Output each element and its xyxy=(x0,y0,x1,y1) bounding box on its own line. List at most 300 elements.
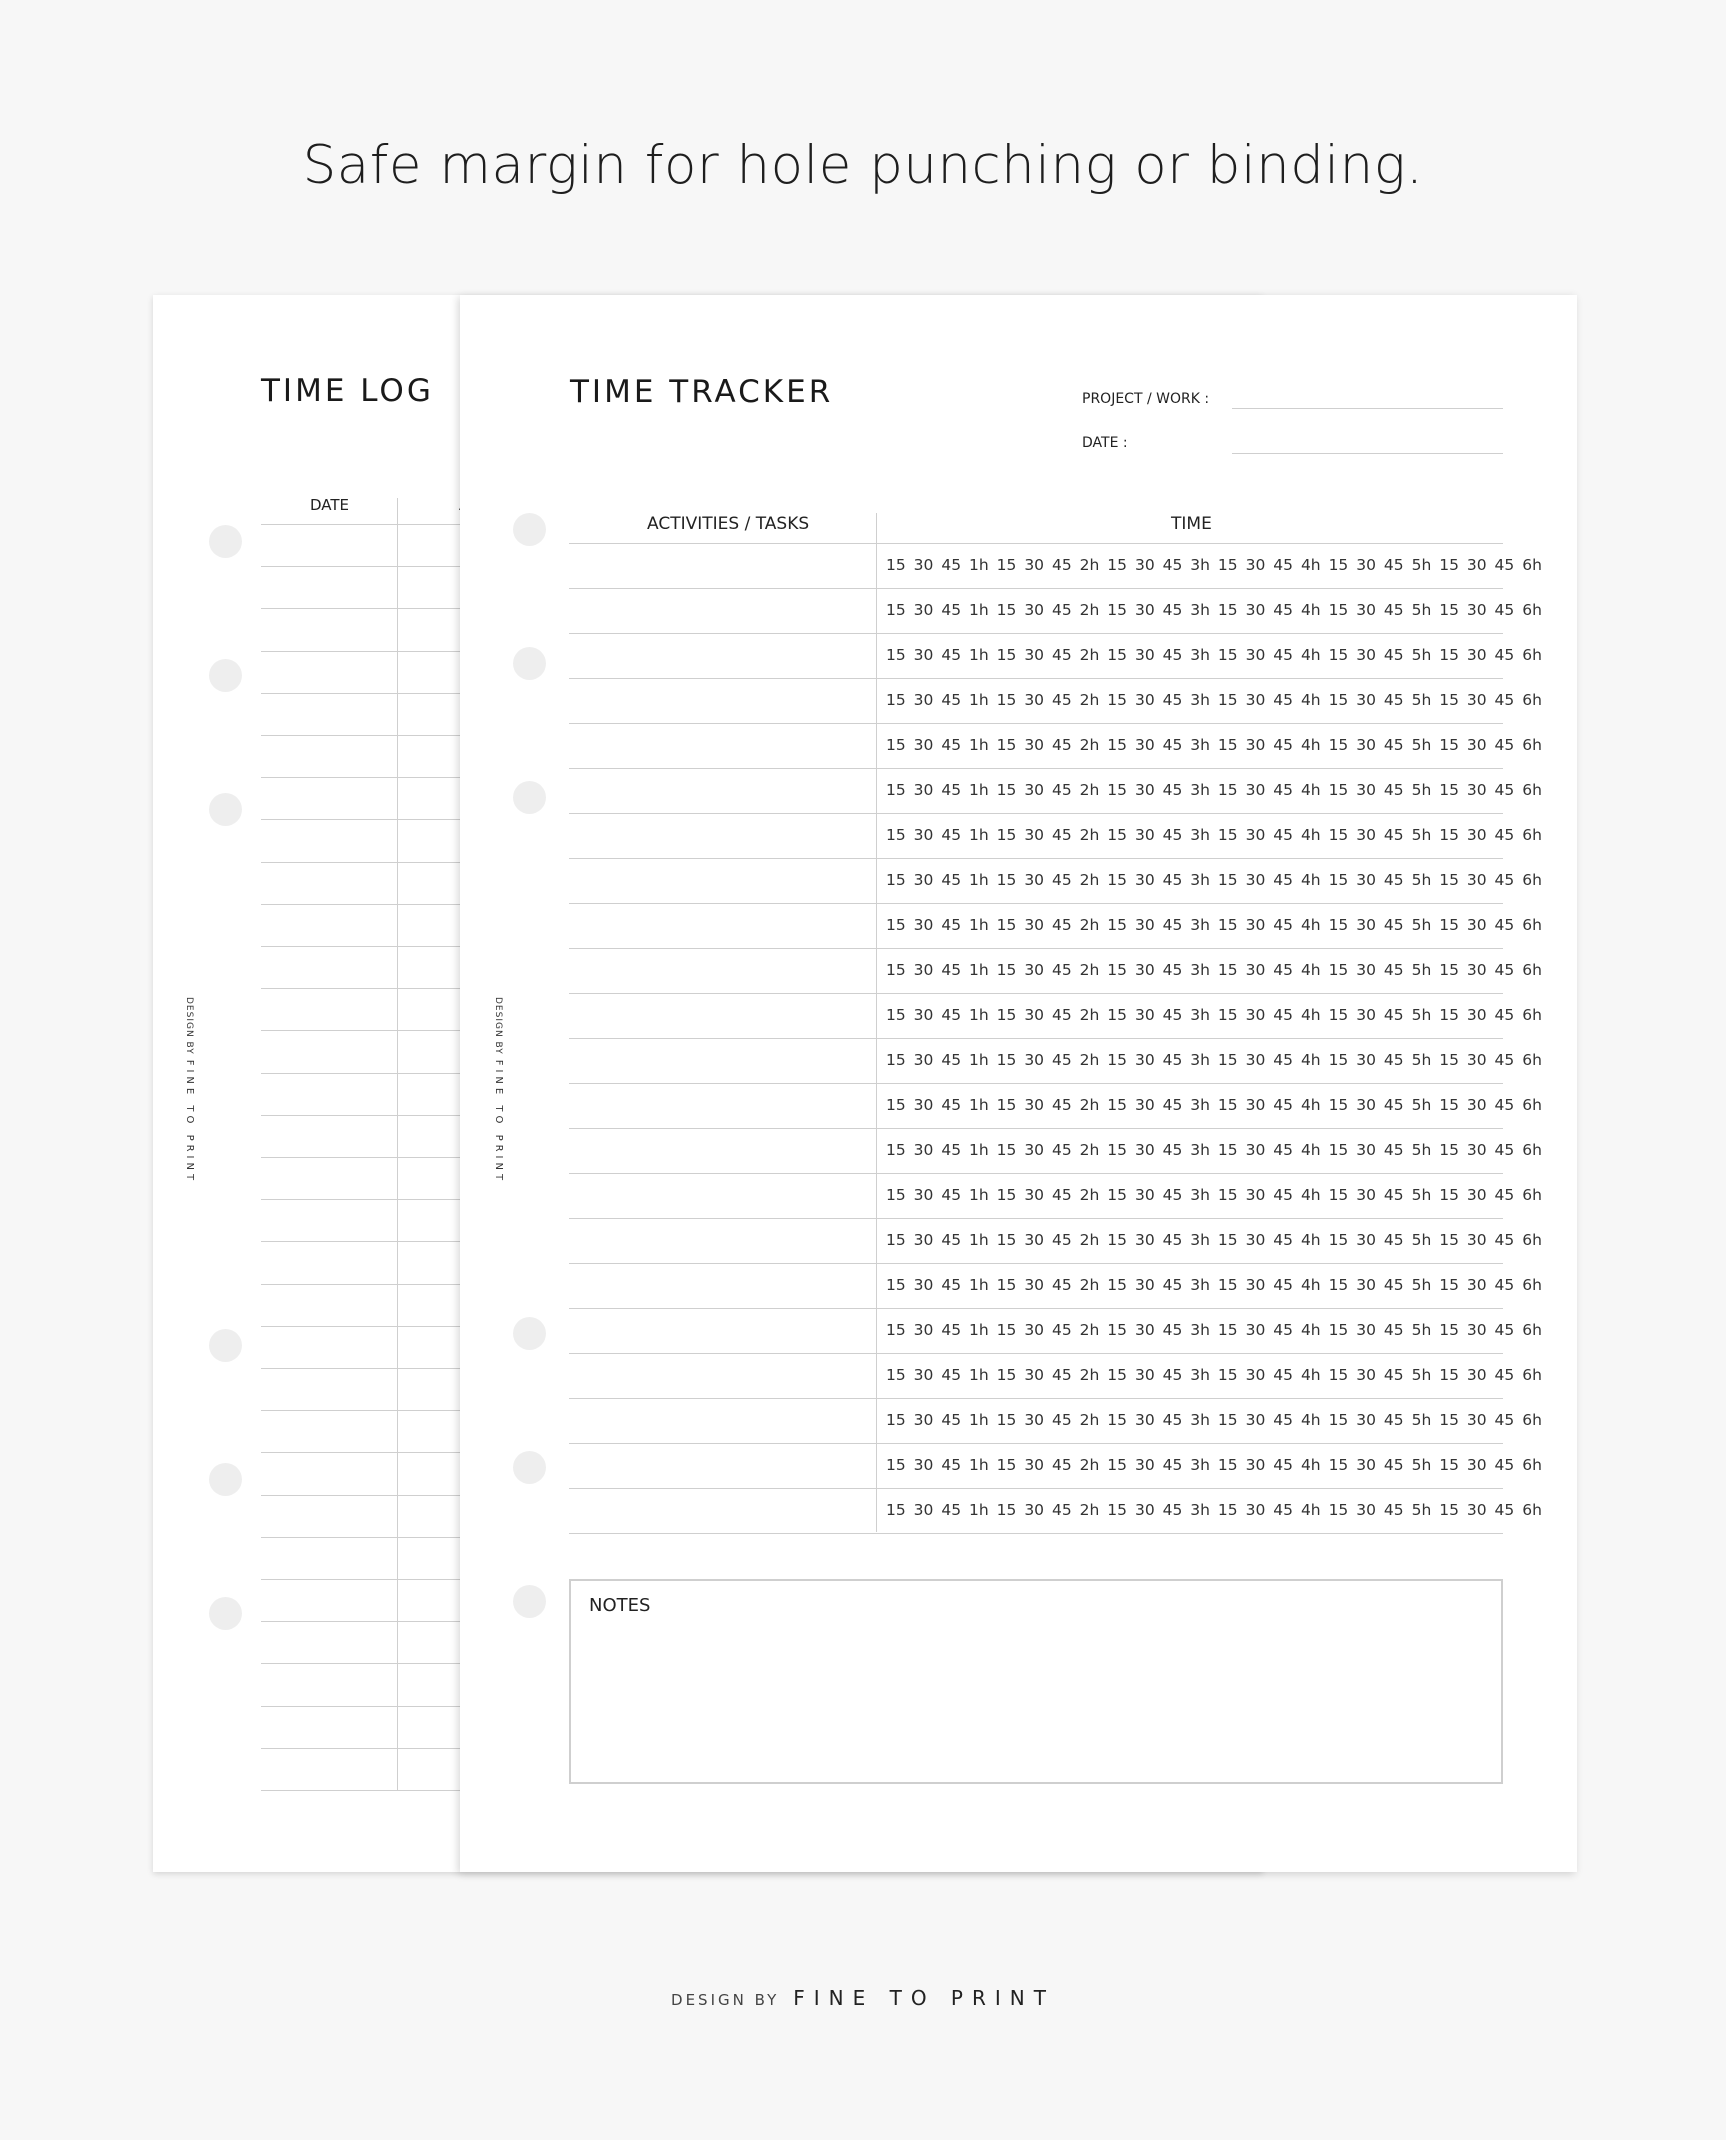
date-field[interactable] xyxy=(1232,453,1503,454)
time-mark[interactable]: 15 xyxy=(1107,601,1128,619)
time-mark[interactable]: 15 xyxy=(996,1006,1017,1024)
time-row[interactable] xyxy=(886,813,1542,857)
time-mark[interactable]: 45 xyxy=(1051,826,1072,844)
time-mark[interactable]: 6h xyxy=(1522,1411,1542,1429)
time-row[interactable] xyxy=(886,1218,1542,1262)
time-mark[interactable]: 5h xyxy=(1411,916,1432,934)
time-mark[interactable]: 15 xyxy=(1107,1411,1128,1429)
time-mark[interactable]: 45 xyxy=(1162,916,1183,934)
time-mark[interactable]: 2h xyxy=(1079,1006,1100,1024)
time-mark[interactable]: 45 xyxy=(1273,1411,1293,1429)
time-mark[interactable]: 15 xyxy=(1439,691,1459,709)
time-mark[interactable]: 5h xyxy=(1411,1231,1432,1249)
time-mark[interactable]: 45 xyxy=(1494,736,1515,754)
time-mark[interactable]: 30 xyxy=(1134,781,1155,799)
time-mark[interactable]: 15 xyxy=(1107,1096,1128,1114)
time-mark[interactable]: 2h xyxy=(1079,1141,1100,1159)
time-mark[interactable]: 30 xyxy=(1024,1501,1045,1519)
time-row[interactable] xyxy=(886,1308,1542,1352)
time-mark[interactable]: 30 xyxy=(1245,781,1266,799)
time-mark[interactable]: 1h xyxy=(969,781,989,799)
time-mark[interactable]: 15 xyxy=(1439,916,1459,934)
time-mark[interactable]: 45 xyxy=(1051,1186,1072,1204)
time-mark[interactable]: 45 xyxy=(1273,961,1293,979)
time-mark[interactable]: 45 xyxy=(1051,1321,1072,1339)
time-mark[interactable]: 30 xyxy=(1134,1096,1155,1114)
time-mark[interactable]: 1h xyxy=(969,826,989,844)
time-mark[interactable]: 3h xyxy=(1190,736,1210,754)
time-mark[interactable]: 30 xyxy=(1466,601,1487,619)
time-mark[interactable]: 15 xyxy=(996,646,1017,664)
time-mark[interactable]: 5h xyxy=(1411,1501,1432,1519)
time-mark[interactable]: 45 xyxy=(1383,1186,1404,1204)
time-mark[interactable]: 45 xyxy=(1494,1456,1515,1474)
time-mark[interactable]: 30 xyxy=(1024,781,1045,799)
time-mark[interactable]: 30 xyxy=(1356,1366,1376,1384)
time-mark[interactable]: 30 xyxy=(1134,1141,1155,1159)
time-mark[interactable]: 45 xyxy=(1383,1276,1404,1294)
time-mark[interactable]: 4h xyxy=(1300,1006,1321,1024)
time-mark[interactable]: 2h xyxy=(1079,646,1100,664)
time-mark[interactable]: 30 xyxy=(1024,1366,1045,1384)
time-mark[interactable]: 45 xyxy=(1051,646,1072,664)
time-mark[interactable]: 1h xyxy=(969,691,989,709)
time-mark[interactable]: 2h xyxy=(1079,826,1100,844)
time-mark[interactable]: 5h xyxy=(1411,1096,1432,1114)
time-mark[interactable]: 30 xyxy=(1356,736,1376,754)
time-mark[interactable]: 45 xyxy=(1494,1051,1515,1069)
time-mark[interactable]: 4h xyxy=(1300,871,1321,889)
time-mark[interactable]: 30 xyxy=(1024,1051,1045,1069)
time-mark[interactable]: 15 xyxy=(1107,1501,1128,1519)
time-mark[interactable]: 15 xyxy=(886,781,906,799)
time-mark[interactable]: 6h xyxy=(1522,916,1542,934)
time-mark[interactable]: 1h xyxy=(969,961,989,979)
time-mark[interactable]: 15 xyxy=(1328,871,1349,889)
time-mark[interactable]: 30 xyxy=(1245,1096,1266,1114)
time-mark[interactable]: 6h xyxy=(1522,781,1542,799)
time-mark[interactable]: 2h xyxy=(1079,1186,1100,1204)
time-mark[interactable]: 15 xyxy=(1217,1051,1238,1069)
time-mark[interactable]: 15 xyxy=(1439,736,1459,754)
time-mark[interactable]: 45 xyxy=(1383,1501,1404,1519)
time-row[interactable] xyxy=(886,1128,1542,1172)
time-mark[interactable]: 30 xyxy=(1356,1186,1376,1204)
time-mark[interactable]: 6h xyxy=(1522,1366,1542,1384)
time-mark[interactable]: 30 xyxy=(913,871,934,889)
time-mark[interactable]: 30 xyxy=(1024,961,1045,979)
time-mark[interactable]: 15 xyxy=(1107,871,1128,889)
time-mark[interactable]: 30 xyxy=(1356,646,1376,664)
time-mark[interactable]: 15 xyxy=(1439,556,1459,574)
time-mark[interactable]: 5h xyxy=(1411,601,1432,619)
time-row[interactable] xyxy=(886,588,1542,632)
time-mark[interactable]: 15 xyxy=(886,826,906,844)
time-mark[interactable]: 30 xyxy=(1466,781,1487,799)
time-mark[interactable]: 15 xyxy=(1439,1141,1459,1159)
time-mark[interactable]: 30 xyxy=(913,1141,934,1159)
time-mark[interactable]: 45 xyxy=(1162,1006,1183,1024)
time-mark[interactable]: 4h xyxy=(1300,1141,1321,1159)
time-mark[interactable]: 45 xyxy=(941,1051,962,1069)
time-mark[interactable]: 30 xyxy=(1466,1231,1487,1249)
time-mark[interactable]: 45 xyxy=(1383,691,1404,709)
time-mark[interactable]: 4h xyxy=(1300,1366,1321,1384)
time-mark[interactable]: 3h xyxy=(1190,781,1210,799)
time-mark[interactable]: 45 xyxy=(941,1501,962,1519)
time-mark[interactable]: 3h xyxy=(1190,1186,1210,1204)
time-mark[interactable]: 45 xyxy=(941,646,962,664)
time-mark[interactable]: 2h xyxy=(1079,736,1100,754)
time-mark[interactable]: 15 xyxy=(1328,1141,1349,1159)
time-mark[interactable]: 6h xyxy=(1522,1231,1542,1249)
time-mark[interactable]: 15 xyxy=(1217,1186,1238,1204)
time-mark[interactable]: 45 xyxy=(941,691,962,709)
time-mark[interactable]: 45 xyxy=(1494,1501,1515,1519)
time-mark[interactable]: 15 xyxy=(886,1231,906,1249)
time-mark[interactable]: 3h xyxy=(1190,1501,1210,1519)
time-mark[interactable]: 30 xyxy=(1024,1186,1045,1204)
time-mark[interactable]: 15 xyxy=(1217,1006,1238,1024)
time-mark[interactable]: 30 xyxy=(1245,556,1266,574)
time-mark[interactable]: 4h xyxy=(1300,601,1321,619)
time-mark[interactable]: 1h xyxy=(969,601,989,619)
time-mark[interactable]: 6h xyxy=(1522,691,1542,709)
time-mark[interactable]: 30 xyxy=(1356,1411,1376,1429)
time-mark[interactable]: 15 xyxy=(886,1456,906,1474)
time-mark[interactable]: 30 xyxy=(1134,1501,1155,1519)
time-mark[interactable]: 45 xyxy=(941,916,962,934)
time-mark[interactable]: 45 xyxy=(1051,1006,1072,1024)
time-mark[interactable]: 15 xyxy=(1217,826,1238,844)
time-mark[interactable]: 30 xyxy=(1024,736,1045,754)
time-mark[interactable]: 45 xyxy=(1162,1366,1183,1384)
time-mark[interactable]: 45 xyxy=(1162,1276,1183,1294)
time-mark[interactable]: 4h xyxy=(1300,691,1321,709)
time-mark[interactable]: 30 xyxy=(1356,1006,1376,1024)
time-row[interactable] xyxy=(886,768,1542,812)
time-row[interactable] xyxy=(886,993,1542,1037)
time-mark[interactable]: 30 xyxy=(1134,1321,1155,1339)
time-mark[interactable]: 15 xyxy=(1217,1411,1238,1429)
time-mark[interactable]: 30 xyxy=(1245,736,1266,754)
time-mark[interactable]: 5h xyxy=(1411,1321,1432,1339)
time-mark[interactable]: 45 xyxy=(1051,1096,1072,1114)
time-mark[interactable]: 30 xyxy=(913,1276,934,1294)
time-mark[interactable]: 45 xyxy=(1383,916,1404,934)
time-mark[interactable]: 45 xyxy=(1494,1276,1515,1294)
time-mark[interactable]: 6h xyxy=(1522,1186,1542,1204)
time-mark[interactable]: 15 xyxy=(886,556,906,574)
time-mark[interactable]: 15 xyxy=(1217,691,1238,709)
time-mark[interactable]: 15 xyxy=(1107,556,1128,574)
time-mark[interactable]: 45 xyxy=(1383,781,1404,799)
time-mark[interactable]: 30 xyxy=(1356,1276,1376,1294)
time-mark[interactable]: 30 xyxy=(913,781,934,799)
time-mark[interactable]: 15 xyxy=(1439,1456,1459,1474)
time-mark[interactable]: 15 xyxy=(996,1321,1017,1339)
time-mark[interactable]: 30 xyxy=(1134,556,1155,574)
time-mark[interactable]: 15 xyxy=(1328,1276,1349,1294)
time-mark[interactable]: 3h xyxy=(1190,1006,1210,1024)
time-mark[interactable]: 30 xyxy=(1024,1141,1045,1159)
time-mark[interactable]: 15 xyxy=(996,1276,1017,1294)
time-mark[interactable]: 2h xyxy=(1079,1096,1100,1114)
time-mark[interactable]: 30 xyxy=(1024,826,1045,844)
time-mark[interactable]: 15 xyxy=(1328,1186,1349,1204)
time-mark[interactable]: 2h xyxy=(1079,601,1100,619)
time-mark[interactable]: 30 xyxy=(913,1231,934,1249)
time-row[interactable] xyxy=(886,678,1542,722)
time-mark[interactable]: 15 xyxy=(1439,1411,1459,1429)
time-mark[interactable]: 30 xyxy=(1245,1231,1266,1249)
time-mark[interactable]: 5h xyxy=(1411,871,1432,889)
time-mark[interactable]: 15 xyxy=(1328,1051,1349,1069)
time-mark[interactable]: 5h xyxy=(1411,1006,1432,1024)
time-mark[interactable]: 30 xyxy=(1024,1276,1045,1294)
time-mark[interactable]: 30 xyxy=(913,1096,934,1114)
time-row[interactable] xyxy=(886,723,1542,767)
time-mark[interactable]: 45 xyxy=(1383,1411,1404,1429)
time-mark[interactable]: 45 xyxy=(1051,1411,1072,1429)
time-mark[interactable]: 30 xyxy=(1134,871,1155,889)
time-mark[interactable]: 2h xyxy=(1079,1231,1100,1249)
time-mark[interactable]: 5h xyxy=(1411,1366,1432,1384)
time-mark[interactable]: 2h xyxy=(1079,961,1100,979)
time-mark[interactable]: 45 xyxy=(1383,1141,1404,1159)
time-mark[interactable]: 45 xyxy=(1051,1366,1072,1384)
time-mark[interactable]: 45 xyxy=(1494,691,1515,709)
time-mark[interactable]: 15 xyxy=(1439,1276,1459,1294)
time-mark[interactable]: 6h xyxy=(1522,1141,1542,1159)
time-mark[interactable]: 15 xyxy=(1439,1096,1459,1114)
time-mark[interactable]: 30 xyxy=(1466,1366,1487,1384)
time-mark[interactable]: 15 xyxy=(1439,646,1459,664)
time-mark[interactable]: 30 xyxy=(1024,1321,1045,1339)
time-mark[interactable]: 30 xyxy=(1466,916,1487,934)
time-mark[interactable]: 4h xyxy=(1300,961,1321,979)
time-mark[interactable]: 30 xyxy=(1134,1456,1155,1474)
time-mark[interactable]: 4h xyxy=(1300,1231,1321,1249)
time-mark[interactable]: 45 xyxy=(1162,1096,1183,1114)
time-mark[interactable]: 30 xyxy=(1245,1456,1266,1474)
time-mark[interactable]: 45 xyxy=(1051,871,1072,889)
time-mark[interactable]: 15 xyxy=(1328,781,1349,799)
time-mark[interactable]: 30 xyxy=(1024,1231,1045,1249)
time-mark[interactable]: 45 xyxy=(1162,781,1183,799)
time-mark[interactable]: 45 xyxy=(1051,961,1072,979)
time-mark[interactable]: 4h xyxy=(1300,1411,1321,1429)
time-mark[interactable]: 30 xyxy=(1466,1456,1487,1474)
time-mark[interactable]: 30 xyxy=(1134,1006,1155,1024)
time-mark[interactable]: 6h xyxy=(1522,1096,1542,1114)
time-mark[interactable]: 45 xyxy=(1383,601,1404,619)
time-mark[interactable]: 30 xyxy=(913,646,934,664)
time-mark[interactable]: 15 xyxy=(1328,601,1349,619)
time-mark[interactable]: 15 xyxy=(996,961,1017,979)
time-mark[interactable]: 2h xyxy=(1079,1501,1100,1519)
time-mark[interactable]: 45 xyxy=(1383,646,1404,664)
time-mark[interactable]: 30 xyxy=(1245,1006,1266,1024)
time-mark[interactable]: 45 xyxy=(941,1276,962,1294)
time-mark[interactable]: 4h xyxy=(1300,1456,1321,1474)
time-mark[interactable]: 30 xyxy=(913,961,934,979)
time-mark[interactable]: 45 xyxy=(941,1141,962,1159)
time-row[interactable] xyxy=(886,1038,1542,1082)
time-mark[interactable]: 15 xyxy=(1439,601,1459,619)
time-mark[interactable]: 30 xyxy=(1134,1186,1155,1204)
time-mark[interactable]: 15 xyxy=(886,1051,906,1069)
time-mark[interactable]: 30 xyxy=(1356,556,1376,574)
time-mark[interactable]: 3h xyxy=(1190,1366,1210,1384)
time-mark[interactable]: 2h xyxy=(1079,1276,1100,1294)
time-mark[interactable]: 1h xyxy=(969,1276,989,1294)
time-mark[interactable]: 30 xyxy=(1245,1411,1266,1429)
time-mark[interactable]: 45 xyxy=(1051,1456,1072,1474)
time-mark[interactable]: 30 xyxy=(1356,1096,1376,1114)
time-mark[interactable]: 30 xyxy=(1466,1006,1487,1024)
time-mark[interactable]: 1h xyxy=(969,871,989,889)
time-mark[interactable]: 3h xyxy=(1190,916,1210,934)
time-mark[interactable]: 30 xyxy=(1356,1051,1376,1069)
time-mark[interactable]: 30 xyxy=(1134,961,1155,979)
time-mark[interactable]: 30 xyxy=(1356,1231,1376,1249)
time-mark[interactable]: 30 xyxy=(1466,1096,1487,1114)
time-mark[interactable]: 15 xyxy=(1328,1366,1349,1384)
time-mark[interactable]: 6h xyxy=(1522,1321,1542,1339)
time-mark[interactable]: 15 xyxy=(1328,691,1349,709)
time-mark[interactable]: 30 xyxy=(1466,736,1487,754)
time-mark[interactable]: 4h xyxy=(1300,1276,1321,1294)
time-mark[interactable]: 3h xyxy=(1190,871,1210,889)
time-mark[interactable]: 45 xyxy=(1162,1231,1183,1249)
time-mark[interactable]: 1h xyxy=(969,1366,989,1384)
time-mark[interactable]: 1h xyxy=(969,646,989,664)
time-mark[interactable]: 45 xyxy=(1273,1186,1293,1204)
time-mark[interactable]: 30 xyxy=(1245,916,1266,934)
time-mark[interactable]: 15 xyxy=(1328,961,1349,979)
time-mark[interactable]: 3h xyxy=(1190,556,1210,574)
time-mark[interactable]: 15 xyxy=(1217,601,1238,619)
time-mark[interactable]: 5h xyxy=(1411,1456,1432,1474)
time-mark[interactable]: 15 xyxy=(1217,1456,1238,1474)
time-mark[interactable]: 45 xyxy=(1273,1006,1293,1024)
time-mark[interactable]: 30 xyxy=(1134,826,1155,844)
time-mark[interactable]: 2h xyxy=(1079,916,1100,934)
time-mark[interactable]: 15 xyxy=(886,1186,906,1204)
time-mark[interactable]: 30 xyxy=(1134,1276,1155,1294)
time-mark[interactable]: 3h xyxy=(1190,691,1210,709)
time-mark[interactable]: 30 xyxy=(1356,871,1376,889)
time-mark[interactable]: 15 xyxy=(1328,1231,1349,1249)
time-mark[interactable]: 15 xyxy=(1439,1321,1459,1339)
time-mark[interactable]: 30 xyxy=(1134,646,1155,664)
time-mark[interactable]: 1h xyxy=(969,1096,989,1114)
time-mark[interactable]: 45 xyxy=(1494,961,1515,979)
time-mark[interactable]: 45 xyxy=(1273,691,1293,709)
time-mark[interactable]: 15 xyxy=(1328,826,1349,844)
time-mark[interactable]: 15 xyxy=(886,736,906,754)
time-mark[interactable]: 30 xyxy=(913,1006,934,1024)
time-mark[interactable]: 3h xyxy=(1190,1456,1210,1474)
time-mark[interactable]: 30 xyxy=(1024,1456,1045,1474)
time-mark[interactable]: 2h xyxy=(1079,781,1100,799)
time-mark[interactable]: 45 xyxy=(1051,556,1072,574)
time-row[interactable] xyxy=(886,543,1542,587)
time-mark[interactable]: 30 xyxy=(1466,1411,1487,1429)
time-mark[interactable]: 4h xyxy=(1300,646,1321,664)
time-mark[interactable]: 45 xyxy=(941,961,962,979)
time-mark[interactable]: 15 xyxy=(1217,1141,1238,1159)
time-mark[interactable]: 15 xyxy=(996,1051,1017,1069)
time-mark[interactable]: 5h xyxy=(1411,961,1432,979)
time-mark[interactable]: 45 xyxy=(1494,871,1515,889)
time-mark[interactable]: 45 xyxy=(1494,916,1515,934)
time-mark[interactable]: 4h xyxy=(1300,1321,1321,1339)
time-mark[interactable]: 45 xyxy=(1494,1006,1515,1024)
time-mark[interactable]: 15 xyxy=(886,646,906,664)
time-mark[interactable]: 45 xyxy=(1494,1186,1515,1204)
time-mark[interactable]: 45 xyxy=(1383,1006,1404,1024)
time-mark[interactable]: 30 xyxy=(1134,601,1155,619)
time-mark[interactable]: 15 xyxy=(1328,1006,1349,1024)
time-mark[interactable]: 45 xyxy=(941,1096,962,1114)
time-mark[interactable]: 3h xyxy=(1190,1096,1210,1114)
time-mark[interactable]: 30 xyxy=(1134,916,1155,934)
time-mark[interactable]: 45 xyxy=(941,871,962,889)
time-mark[interactable]: 30 xyxy=(1466,1501,1487,1519)
time-mark[interactable]: 30 xyxy=(1245,1366,1266,1384)
time-mark[interactable]: 30 xyxy=(913,1501,934,1519)
time-mark[interactable]: 6h xyxy=(1522,1456,1542,1474)
time-mark[interactable]: 15 xyxy=(996,1411,1017,1429)
time-mark[interactable]: 15 xyxy=(996,1456,1017,1474)
time-mark[interactable]: 6h xyxy=(1522,601,1542,619)
time-mark[interactable]: 45 xyxy=(1383,1366,1404,1384)
time-mark[interactable]: 30 xyxy=(1134,1366,1155,1384)
time-mark[interactable]: 15 xyxy=(1107,1051,1128,1069)
time-mark[interactable]: 15 xyxy=(996,736,1017,754)
time-mark[interactable]: 45 xyxy=(1494,781,1515,799)
time-mark[interactable]: 45 xyxy=(1273,871,1293,889)
time-mark[interactable]: 15 xyxy=(1217,916,1238,934)
time-row[interactable] xyxy=(886,858,1542,902)
time-mark[interactable]: 45 xyxy=(1383,1231,1404,1249)
time-mark[interactable]: 6h xyxy=(1522,556,1542,574)
time-mark[interactable]: 15 xyxy=(886,916,906,934)
time-row[interactable] xyxy=(886,1173,1542,1217)
time-mark[interactable]: 15 xyxy=(996,1096,1017,1114)
time-mark[interactable]: 30 xyxy=(913,1051,934,1069)
time-mark[interactable]: 45 xyxy=(1273,781,1293,799)
time-mark[interactable]: 45 xyxy=(1383,871,1404,889)
time-mark[interactable]: 30 xyxy=(1466,826,1487,844)
time-mark[interactable]: 5h xyxy=(1411,1411,1432,1429)
time-mark[interactable]: 30 xyxy=(1134,691,1155,709)
time-mark[interactable]: 15 xyxy=(1217,1276,1238,1294)
time-mark[interactable]: 15 xyxy=(1107,1321,1128,1339)
time-mark[interactable]: 3h xyxy=(1190,961,1210,979)
time-mark[interactable]: 30 xyxy=(1024,1006,1045,1024)
time-mark[interactable]: 15 xyxy=(1107,916,1128,934)
time-mark[interactable]: 15 xyxy=(1107,826,1128,844)
time-mark[interactable]: 45 xyxy=(1051,601,1072,619)
time-mark[interactable]: 30 xyxy=(1245,961,1266,979)
time-mark[interactable]: 45 xyxy=(1273,826,1293,844)
time-mark[interactable]: 45 xyxy=(1162,871,1183,889)
time-mark[interactable]: 45 xyxy=(1051,1231,1072,1249)
time-mark[interactable]: 30 xyxy=(1466,1141,1487,1159)
